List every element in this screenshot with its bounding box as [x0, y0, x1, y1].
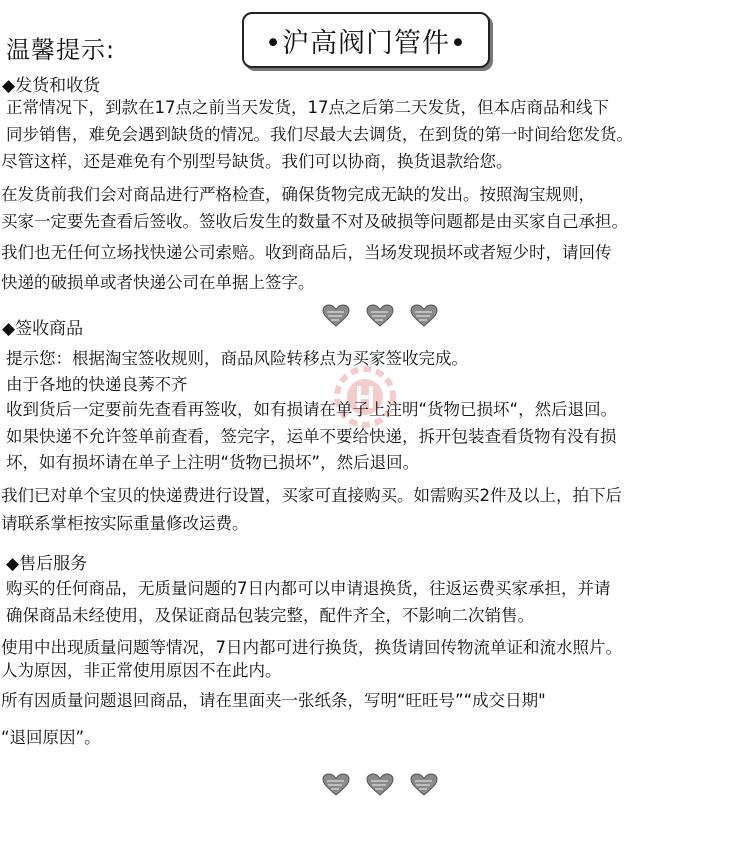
section-title-signing: ◆签收商品: [2, 319, 84, 339]
section-title-after-sales: ◆售后服务: [6, 554, 88, 574]
divider-hearts-1: [322, 304, 438, 328]
notice-title: 温馨提示:: [6, 36, 116, 64]
signing-line-7: 请联系掌柜按实际重量修改运费。: [1, 514, 249, 533]
after-sales-line-3: 使用中出现质量问题等情况，7日内都可进行换货，换货请回传物流单证和流水照片。: [1, 638, 622, 657]
heart-icon: [366, 304, 394, 328]
signing-line-2: 由于各地的快递良莠不齐: [6, 375, 188, 394]
signing-line-1: 提示您：根据淘宝签收规则，商品风险转移点为买家签收完成。: [6, 349, 468, 368]
divider-hearts-2: [322, 773, 438, 797]
after-sales-line-2: 确保商品未经使用，及保证商品包装完整，配件齐全，不影响二次销售。: [6, 606, 534, 625]
heart-icon: [366, 773, 394, 797]
signing-line-3: 收到货后一定要前先查看再签收，如有损请在单子上注明“货物已损坏“，然后退回。: [6, 400, 618, 419]
after-sales-line-4: 人为原因，非正常使用原因不在此内。: [1, 661, 282, 680]
shipping-line-7: 快递的破损单或者快递公司在单据上签字。: [1, 273, 315, 292]
shipping-line-1: 正常情况下，到款在17点之前当天发货，17点之后第二天发货，但本店商品和线下: [6, 98, 609, 117]
shop-name-banner: [242, 12, 490, 68]
heart-icon: [322, 773, 350, 797]
shipping-line-2: 同步销售，难免会遇到缺货的情况。我们尽最大去调货，在到货的第一时间给您发货。: [6, 125, 633, 144]
heart-icon: [322, 304, 350, 328]
shipping-line-5: 买家一定要先查看后签收。签收后发生的数量不对及破损等问题都是由买家自己承担。: [1, 212, 628, 231]
section-title-shipping: ◆发货和收货: [2, 76, 101, 96]
shipping-line-6: 我们也无任何立场找快递公司索赔。收到商品后，当场发现损坏或者短少时，请回传: [1, 243, 612, 262]
shop-name-text: •沪高阀门管件•: [265, 27, 467, 59]
shipping-line-4: 在发货前我们会对商品进行严格检查，确保货物完成无缺的发出。按照淘宝规则，: [1, 185, 595, 204]
after-sales-line-5: 所有因质量问题退回商品，请在里面夹一张纸条，写明“旺旺号”“成交日期": [1, 691, 546, 710]
heart-icon: [410, 773, 438, 797]
after-sales-line-1: 购买的任何商品，无质量问题的7日内都可以申请退换货，往返运费买家承担，并请: [6, 579, 611, 598]
signing-line-5: 坏，如有损坏请在单子上注明“货物已损坏”，然后退回。: [6, 453, 420, 472]
shipping-line-3: 尽管这样，还是难免有个别型号缺货。我们可以协商，换货退款给您。: [1, 152, 513, 171]
signing-line-6: 我们已对单个宝贝的快递费进行设置，买家可直接购买。如需购买2件及以上，拍下后: [1, 486, 622, 505]
after-sales-line-6: “退回原因”。: [1, 728, 101, 747]
signing-line-4: 如果快递不允许签单前查看，签完字，运单不要给快递，拆开包装查看货物有没有损: [6, 427, 617, 446]
heart-icon: [410, 304, 438, 328]
